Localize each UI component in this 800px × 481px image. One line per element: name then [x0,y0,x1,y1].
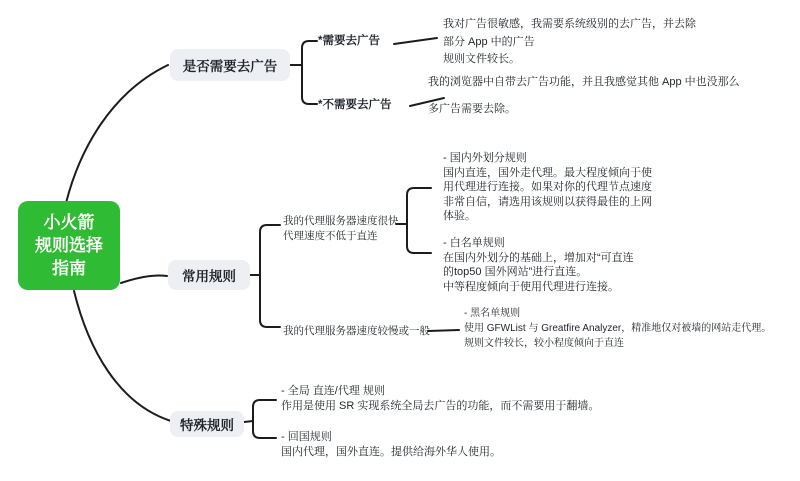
connector-root-to-ads [66,65,168,203]
rule-domestic-split-line: 国内直连，国外走代理。最大程度倾向于使 [443,166,652,179]
desc-need-ads-line: 我对广告很敏感，我需要系统级别的去广告，并去除 [443,18,696,30]
connector-common-bracket [260,225,280,327]
connector-special-stem [244,421,253,422]
branch-node-common[interactable] [168,260,250,290]
desc-need-ads-line: 部分 App 中的广告 [443,35,535,48]
branch-ads-label: 是否需要去广告 [182,59,278,74]
rule-global-line: - 全局 直连/代理 规则 [281,385,385,397]
rule-global-line: 作用是使用 SR 实现系统全局去广告的功能，而不需要用于翻墙。 [281,400,600,412]
rule-blacklist-line: 规则文件较长，较小程度倾向于直连 [464,338,624,349]
rule-whitelist-line: 中等程度倾向于使用代理进行连接。 [443,280,619,293]
rule-domestic-split-line: - 国内外划分规则 [443,152,527,164]
rule-return-line: 国内代理，国外直连。提供给海外华人使用。 [281,446,501,458]
child-label-proxy-slow[interactable]: 我的代理服务器速度较慢或一般 [283,325,430,337]
desc-rule-blacklist[interactable] [464,306,771,351]
desc-no-need-ads[interactable] [428,69,740,123]
desc-need-ads-line: 规则文件较长。 [443,53,520,65]
root-line-2: 规则选择 [35,236,103,255]
desc-rule-global[interactable] [281,384,599,414]
root-line-1: 小火箭 [43,213,95,232]
branch-node-special[interactable] [170,411,244,437]
rule-whitelist-line: 在国内外划分的基础上，增加对“可直连 [443,251,634,264]
desc-rule-whitelist[interactable] [443,236,634,294]
desc-rule-return[interactable] [281,430,501,460]
proxy-fast-line: 代理速度不低于直连 [283,229,378,242]
rule-domestic-split-line: 体验。 [443,210,476,222]
connector-need-ads-line [394,38,437,44]
connector-fast-bracket [407,188,431,253]
connector-ads-bracket [302,41,317,104]
desc-no-need-ads-line: 我的浏览器中自带去广告功能，并且我感觉其他 App 中也没那么 [428,76,740,88]
rule-whitelist-line: 的top50 国外网站”进行直连。 [443,266,588,278]
rule-domestic-split-line: 用代理进行连接。如果对你的代理节点速度 [443,181,652,193]
proxy-fast-line: 我的代理服务器速度很快 [283,215,399,227]
child-label-no-need-ads[interactable]: *不需要去广告 [318,99,392,111]
branch-node-ads[interactable] [170,49,290,81]
desc-rule-domestic-split[interactable] [443,151,652,224]
child-label-proxy-fast[interactable] [283,214,399,243]
connector-special-bracket [253,400,276,438]
connector-root-to-common [121,275,167,283]
desc-need-ads[interactable] [443,16,696,69]
root-node[interactable] [18,201,120,290]
rule-whitelist-line: - 白名单规则 [443,237,505,249]
child-label-need-ads[interactable]: *需要去广告 [318,35,380,47]
connector-root-to-special [74,291,171,421]
rule-blacklist-line: - 黑名单规则 [464,308,521,319]
branch-common-label: 常用规则 [182,269,236,284]
rule-domestic-split-line: 非常自信，请选用该规则以获得最佳的上网 [443,195,652,208]
desc-no-need-ads-line: 多广告需要去除。 [428,103,516,115]
root-line-3: 指南 [52,259,86,278]
branch-special-label: 特殊规则 [180,418,234,433]
rule-return-line: - 回国规则 [281,431,332,443]
connector-slow-line [428,330,459,331]
rule-blacklist-line: 使用 GFWList 与 Greatfire Analyzer，精准地仅对被墙的网站走代理。 [464,323,772,334]
